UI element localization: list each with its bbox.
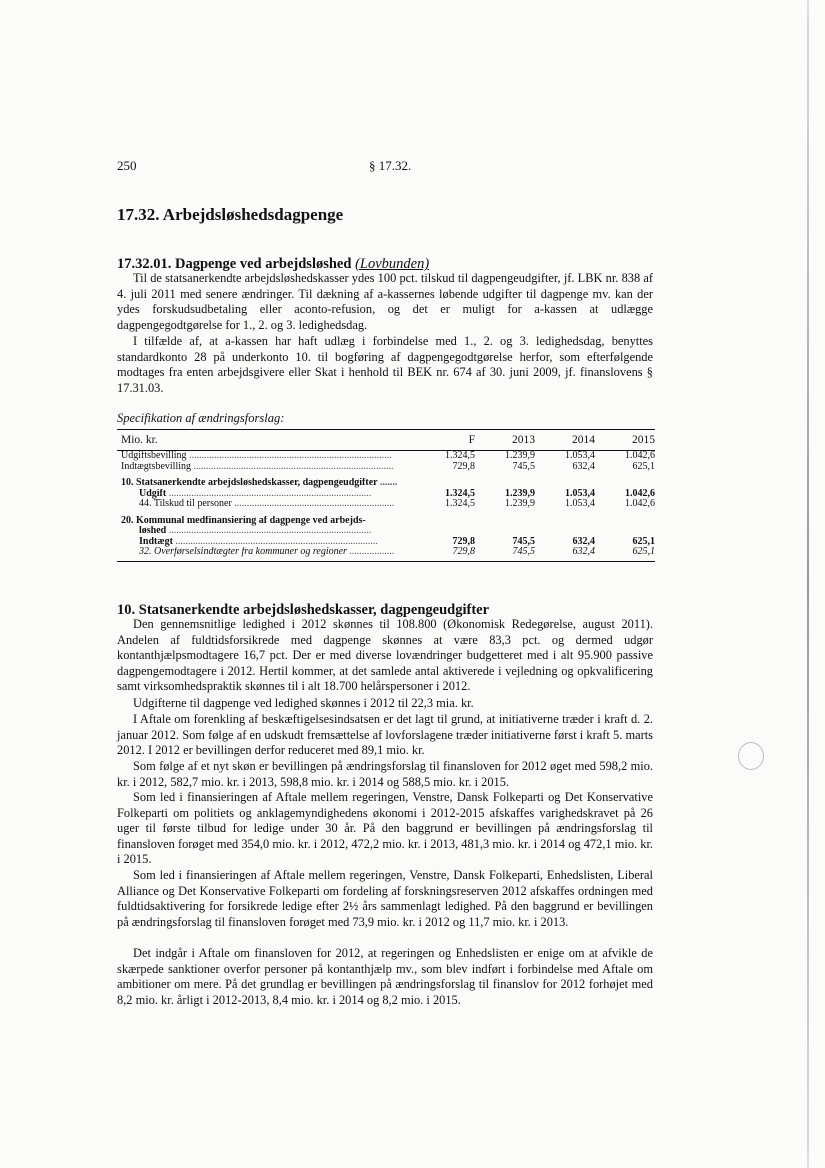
- page-edge-line: [807, 0, 809, 1168]
- section-paragraph: I tilfælde af, at a-kassen har haft udlæg i forbindelse med 1., 2. og 3. ledighedsdag, benyttes standardkonto 28 på underkonto 10. til bogføring af dagpengegodtgørelse herfor, som efterfølgende modtages fra enten arbejdsgivere eller Skat i henhold til BEK nr. 674 af 30. juni 2009, jf. finanslovens § 17.31.03.: [117, 334, 653, 395]
- row-label: 32. Overførselsindtægter fra kommuner og regioner: [139, 547, 347, 557]
- row-label: Udgift: [139, 488, 167, 499]
- spec-title: Specifikation af ændringsforslag:: [117, 411, 285, 425]
- cell: [535, 478, 595, 489]
- cell: 625,1: [595, 547, 655, 561]
- table-header: 2014: [535, 430, 595, 451]
- table-header: Mio. kr.: [117, 430, 415, 451]
- row-label: 44. Tilskud til personer: [139, 499, 232, 509]
- row-label: Indtægtsbevilling: [121, 461, 191, 472]
- row-label: Indtægt: [139, 536, 173, 547]
- cell: [535, 516, 595, 527]
- cell: 729,8: [415, 547, 475, 561]
- cell: [475, 478, 535, 489]
- cell: [415, 516, 475, 527]
- subsection-paragraph: Den gennemsnitlige ledighed i 2012 skønnes til 108.800 (Økonomisk Redegørelse, august 2011). Andelen af fuldtidsforsikrede med dagpenge skønnes at være 83,3 pct. og dermed udgør kontanthjælpsmodtagere 16,7 pct. Der er med diverse lovændringer budgetteret med i alt 95.900 passive dagpengemodtagere i 2012. Hertil kommer, at det samlede antal aktiverede i vejledning og opkvalificering samt virksomhedspraktik skønnes til i alt 18.700 helårspersoner i 2012.: [117, 617, 653, 694]
- table-row: 10. Statsanerkendte arbejdsløshedskasser, dagpengeudgifter .......: [117, 478, 655, 489]
- cell: 745,5: [512, 460, 535, 472]
- row-label: Udgiftsbevilling: [121, 450, 187, 461]
- cell: [475, 526, 535, 537]
- subsection-paragraph: Som led i finansieringen af Aftale mellem regeringen, Venstre, Dansk Folkeparti og Det Konservative Folkeparti om politiets og anklagemyndighedens økonomi i 2012-2015 afskaffes varighedskravet på 26 uger til første tilbud for ledige under 30 år. På den baggrund er bevillingen på ændringsforslag til finansloven forøget med 354,0 mio. kr. i 2012, 472,2 mio. kr. i 2013, 481,3 mio. kr. i 2014 og 472,1 mio. kr. i 2015.: [117, 790, 653, 867]
- table-header: 2015: [595, 430, 655, 451]
- subsection-paragraph: Udgifterne til dagpenge ved ledighed skønnes i 2012 til 22,3 mia. kr.: [133, 696, 474, 710]
- table-row: Udgift ................................................................................. 1.324,5 1.239,9 1.053,4 1.042,6: [139, 487, 655, 499]
- cell: 1.053,4: [565, 487, 595, 499]
- table-row: løshed .................................................................................: [117, 526, 655, 537]
- cell: [415, 526, 475, 537]
- section-title-text: 17.32.01. Dagpenge ved arbejdsløshed: [117, 256, 352, 272]
- cell: [595, 526, 655, 537]
- subsection-title: 10. Statsanerkendte arbejdsløshedskasser, dagpengeudgifter: [117, 602, 490, 618]
- cell: 1.324,5: [445, 487, 475, 499]
- cell: 1.053,4: [565, 498, 595, 509]
- cell: 1.042,6: [625, 450, 655, 461]
- table-row: [117, 516, 655, 527]
- cell: [415, 478, 475, 489]
- cell: 1.042,6: [625, 487, 655, 499]
- cell: 1.324,5: [445, 498, 475, 509]
- cell: [595, 516, 655, 527]
- cell: 1.239,9: [505, 450, 535, 461]
- cell: 745,5: [475, 547, 535, 561]
- table-row: Indtægtsbevilling ................................................................................ 729,8 745,5 632,4 625,1: [121, 460, 655, 472]
- page-number: 250: [117, 158, 137, 173]
- table-header-row: [117, 430, 655, 451]
- table-row: 32. Overførselsindtægter fra kommuner og regioner .................. 729,8 745,5 632,4 625,1: [117, 547, 655, 561]
- subsection-paragraph: I Aftale om forenkling af beskæftigelsesindsatsen er det lagt til grund, at initiativerne træder i kraft d. 2. januar 2012. Som følge af en udskudt fremsættelse af lovforslagene træder initiativerne først i kraft 5. marts 2012. I 2012 er bevillingen derfor reduceret med 89,1 mio. kr.: [117, 712, 653, 758]
- cell: 1.324,5: [445, 450, 475, 461]
- cell: 1.053,4: [565, 450, 595, 461]
- section-reference: § 17.32.: [369, 158, 412, 173]
- cell: 745,5: [512, 535, 535, 547]
- cell: 1.239,9: [505, 487, 535, 499]
- cell: 625,1: [632, 535, 655, 547]
- row-label: løshed: [139, 526, 167, 536]
- cell: 1.042,6: [625, 498, 655, 509]
- cell: [595, 478, 655, 489]
- subsection-paragraph: Som følge af et nyt skøn er bevillingen på ændringsforslag til finansloven for 2012 øget med 598,2 mio. kr. i 2012, 582,7 mio. kr. i 2013, 598,8 mio. kr. i 2014 og 588,5 mio. kr. i 2015.: [117, 759, 653, 789]
- table-row: Udgiftsbevilling ................................................................................. 1.324,5 1.239,9 1.053,4 1.042,6: [121, 450, 655, 461]
- row-label: 20. Kommunal medfinansiering af dagpenge ved arbejds-: [121, 515, 366, 526]
- table-row: 44. Tilskud til personer ................................................................ 1.324,5 1.239,9 1.053,4 1.042,6: [139, 498, 655, 509]
- row-label: 10. Statsanerkendte arbejdsløshedskasser, dagpengeudgifter: [121, 478, 378, 488]
- hole-punch-mark: [738, 742, 764, 770]
- spec-table: [117, 429, 655, 562]
- cell: [535, 526, 595, 537]
- table-row: Indtægt ................................................................................. 729,8 745,5 632,4 625,1: [139, 535, 655, 547]
- cell: 632,4: [572, 460, 595, 472]
- cell: [475, 516, 535, 527]
- cell: 632,4: [572, 535, 595, 547]
- cell: 625,1: [632, 460, 655, 472]
- cell: 729,8: [452, 460, 475, 472]
- cell: 632,4: [535, 547, 595, 561]
- table-header: 2013: [475, 430, 535, 451]
- subsection-paragraph: Det indgår i Aftale om finansloven for 2012, at regeringen og Enhedslisten er enige om at afvikle de skærpede sanktioner overfor personer på kontanthjælp mv., som blev indført i forbindelse med Aftale om ambitioner om mere. På det grundlag er bevillingen på ændringsforslag til finanslov for 2012 forhøjet med 8,2 mio. kr. årligt i 2012-2013, 8,4 mio. kr. i 2014 og 8,2 mio. i 2015.: [117, 946, 653, 1007]
- cell: 729,8: [452, 535, 475, 547]
- cell: 1.239,9: [505, 498, 535, 509]
- section-title-note: (Lovbunden): [355, 256, 430, 272]
- section-paragraph: Til de statsanerkendte arbejdsløshedskasser ydes 100 pct. tilskud til dagpengeudgifter, jf. LBK nr. 838 af 4. juli 2011 med senere ændringer. Til dækning af a-kassernes løbende udgifter til dagpenge mv. kan der ydes forskudsudbetaling eller aconto-refusion, og det er muligt for a-kassen at udlægge dagpengegodtgørelse for 1., 2. og 3. ledighedsdag.: [117, 271, 653, 332]
- subsection-paragraph: Som led i finansieringen af Aftale mellem regeringen, Venstre, Dansk Folkeparti, Enhedslisten, Liberal Alliance og Det Konservative Folkeparti om fordeling af forskningsreserven 2012 afskaffes ordningen med fuldtidsaktivering for forsikrede ledige efter 2½ års sammenlagt ledighed. På den baggrund er bevillingen på ændringsforslag til finansloven forøget med 73,9 mio. kr. i 2012 og 11,7 mio. kr. i 2013.: [117, 868, 653, 929]
- table-header: F: [415, 430, 475, 451]
- chapter-title: 17.32. Arbejdsløshedsdagpenge: [117, 205, 344, 224]
